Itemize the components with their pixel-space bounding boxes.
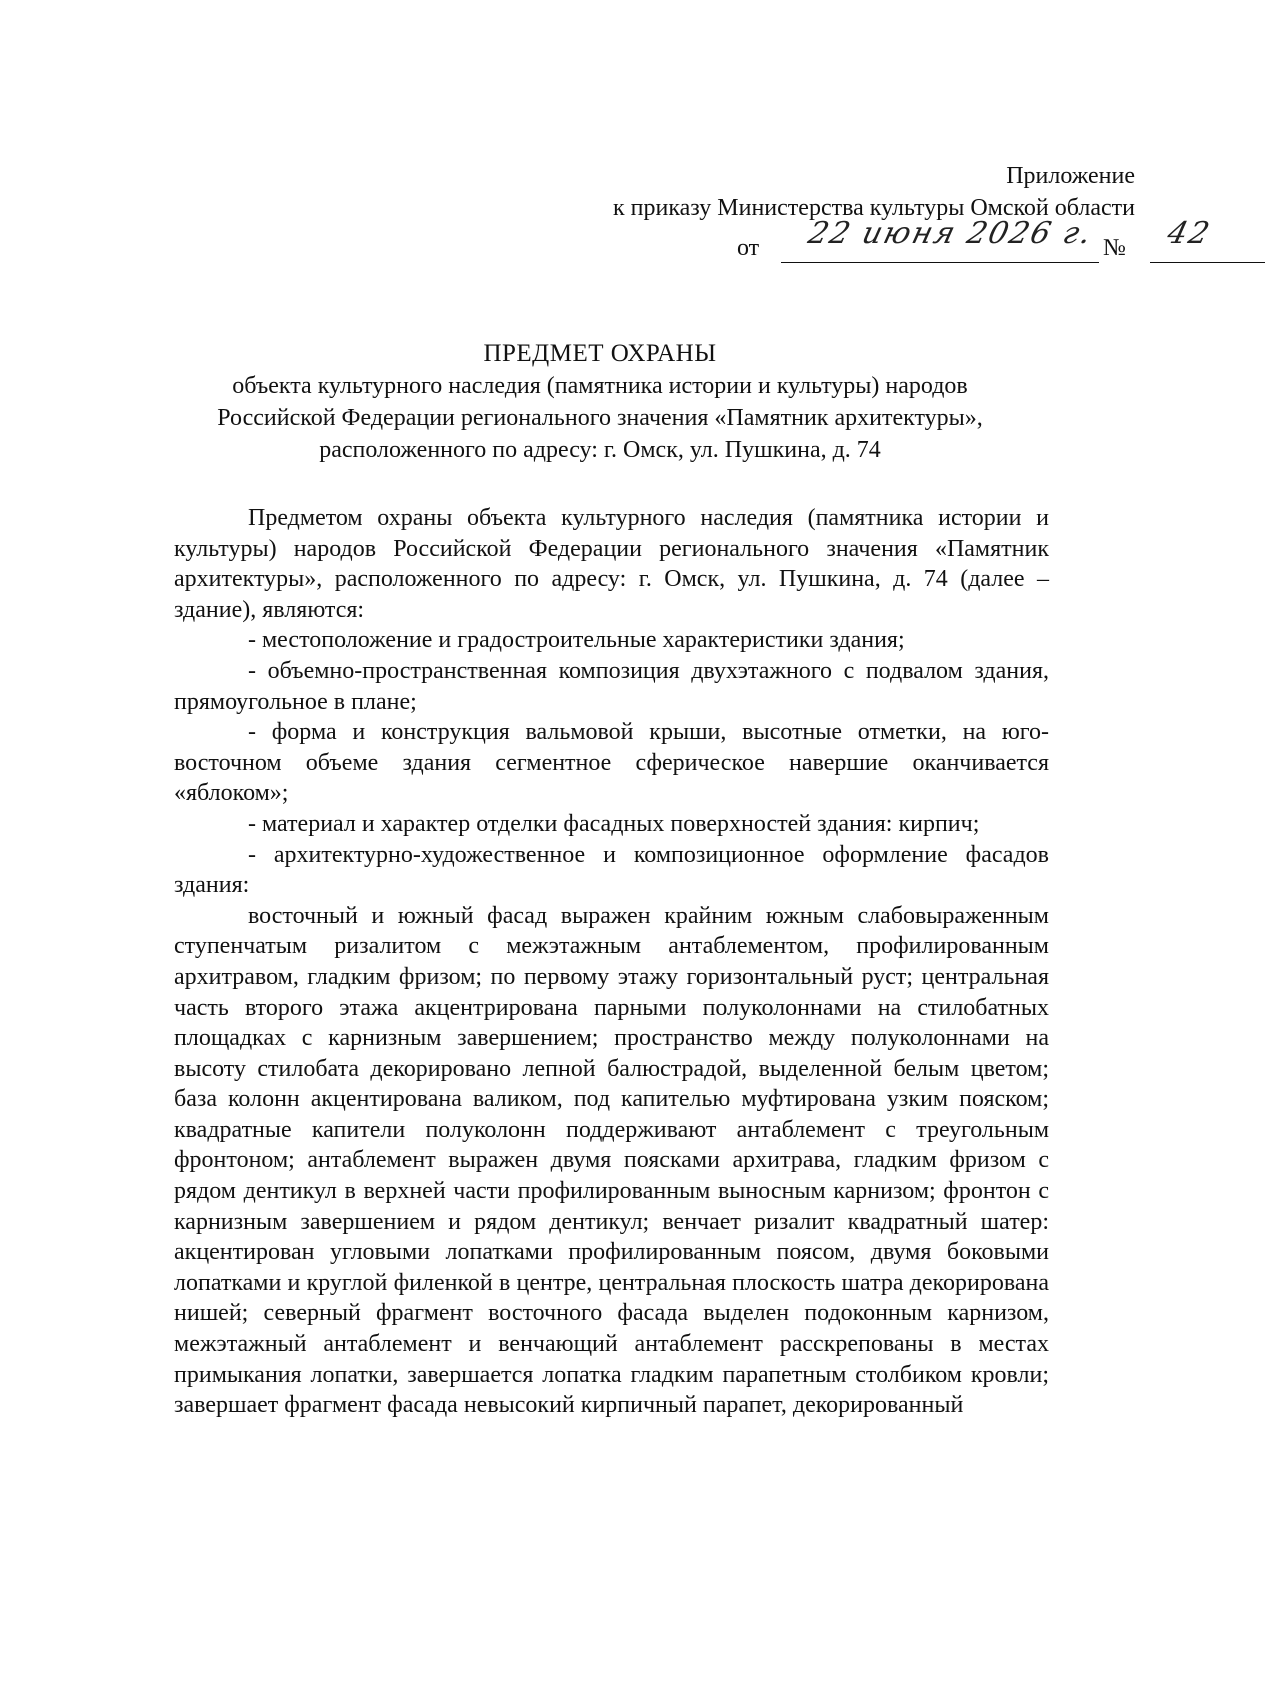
list-item-roof: - форма и конструкция вальмовой крыши, высотные отметки, на юго-восточном объеме здания сегментное сферическое навершие оканчивается «яблоком»; [174, 719, 1049, 807]
order-reference: к приказу Министерства культуры Омской области [613, 195, 1135, 221]
facade-description-paragraph: восточный и южный фасад выражен крайним южным слабовыраженным ступенчатым ризалитом с межэтажным антаблементом, профилированным архитравом, гладким фризом; по первому этажу горизонтальный руст; центральная часть второго этажа акцентрирована парными полуколоннами на стилобатных площадках с карнизным завершением; пространство между полуколоннами на высоту стилобата декорировано лепной балюстрадой, выделенной белым цветом; база колонн акцентирована валиком, под капителью муфтирована узким пояском; квадратные капители полуколонн поддерживают антаблемент с треугольным фронтоном; антаблемент выражен двумя поясками архитрава, гладким фризом с рядом дентикул в верхней части профилированным выносным карнизом; фронтон с карнизным завершением и рядом дентикул; венчает ризалит квадратный шатер: акцентирован угловыми лопатками профилированным поясом, двумя боковыми лопатками и круглой филенкой в центре, центральная плоскость шатра декорирована нишей; северный фрагмент восточного фасада выделен подоконным карнизом, межэтажный антаблемент и венчающий антаблемент расскрепованы в местах примыкания лопатки, завершается лопатка гладким парапетным столбиком кровли; завершает фрагмент фасада невысокий кирпичный парапет, декорированный [174, 902, 1049, 1419]
document-title-block [140, 338, 1060, 466]
intro-paragraph: Предметом охраны объекта культурного наследия (памятника истории и культуры) народов Российской Федерации регионального значения «Памятник архитектуры», расположенного по адресу: г. Омск, ул. Пушкина, д. 74 (далее – здание), являются: [174, 505, 1049, 623]
list-item-material: - материал и характер отделки фасадных поверхностей здания: кирпич; [248, 810, 980, 837]
title-subline-1: объекта культурного наследия (памятника истории и культуры) народов [232, 373, 968, 399]
order-number-field [1150, 216, 1265, 263]
order-date-number-row [415, 216, 1215, 268]
appendix-label: Приложение [1006, 163, 1135, 189]
order-date-field [781, 216, 1099, 263]
handwritten-date: 22 июня 2026 г. [804, 216, 1097, 251]
list-item-location: - местоположение и градостроительные характеристики здания; [248, 627, 905, 654]
list-item-facade-design: - архитектурно-художественное и композиционное оформление фасадов здания: [174, 841, 1049, 899]
title-subline-2: Российской Федерации регионального значения «Памятник архитектуры», [217, 405, 983, 431]
appendix-block [415, 160, 1215, 268]
list-item-composition: - объемно-пространственная композиция двухэтажного с подвалом здания, прямоугольное в плане; [174, 657, 1049, 715]
from-label: от [737, 235, 760, 261]
handwritten-number: 42 [1163, 216, 1215, 251]
number-label: № [1103, 235, 1126, 261]
title-subline-3: расположенного по адресу: г. Омск, ул. Пушкина, д. 74 [319, 437, 881, 463]
document-title: ПРЕДМЕТ ОХРАНЫ [483, 340, 717, 367]
document-body [174, 503, 1049, 1421]
